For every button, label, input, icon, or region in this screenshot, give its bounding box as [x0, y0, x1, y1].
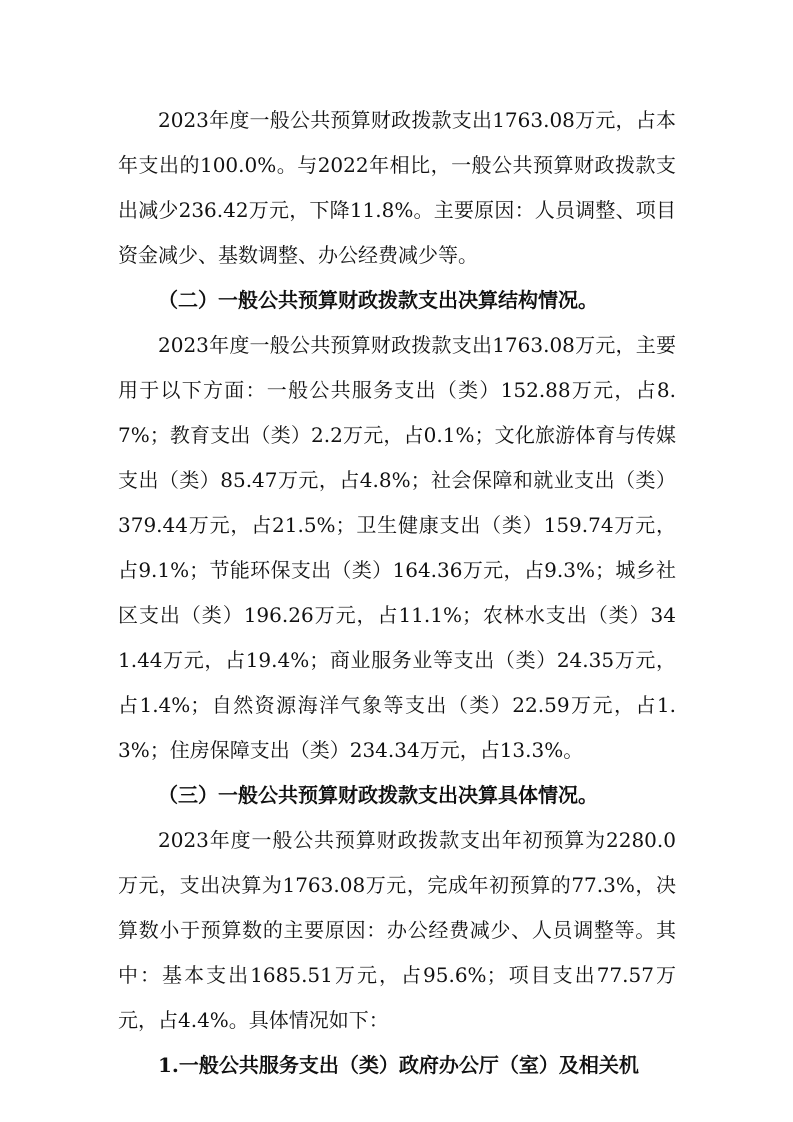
paragraph-expenditure-details: 2023年度一般公共预算财政拨款支出年初预算为2280.0万元，支出决算为1763.08万元，完成年初预算的77.3%，决算数小于预算数的主要原因：办公经费减少、人员调整等。其中：基本支出1685.51万元，占95.6%；项目支出77.57万元，占4.4%。具体情况如下：: [118, 828, 676, 1032]
heading-section-2: （二）一般公共预算财政拨款支出决算结构情况。: [158, 288, 598, 312]
document-body: [118, 98, 676, 1088]
heading-subsection-1: 1.一般公共服务支出（类）政府办公厅（室）及相关机: [158, 1053, 639, 1077]
heading-section-3: （三）一般公共预算财政拨款支出决算具体情况。: [158, 783, 598, 807]
paragraph-expenditure-summary: 2023年度一般公共预算财政拨款支出1763.08万元，占本年支出的100.0%。与2022年相比，一般公共预算财政拨款支出减少236.42万元，下降11.8%。主要原因：人员调整、项目资金减少、基数调整、办公经费减少等。: [118, 108, 676, 267]
paragraph-expenditure-structure: 2023年度一般公共预算财政拨款支出1763.08万元，主要用于以下方面：一般公共服务支出（类）152.88万元，占8.7%；教育支出（类）2.2万元，占0.1%；文化旅游体育与传媒支出（类）85.47万元，占4.8%；社会保障和就业支出（类）379.44万元，占21.5%；卫生健康支出（类）159.74万元，占9.1%；节能环保支出（类）164.36万元，占9.3%；城乡社区支出（类）196.26万元，占11.1%；农林水支出（类）341.44万元，占19.4%；商业服务业等支出（类）24.35万元，占1.4%；自然资源海洋气象等支出（类）22.59万元，占1.3%；住房保障支出（类）234.34万元，占13.3%。: [118, 333, 676, 762]
